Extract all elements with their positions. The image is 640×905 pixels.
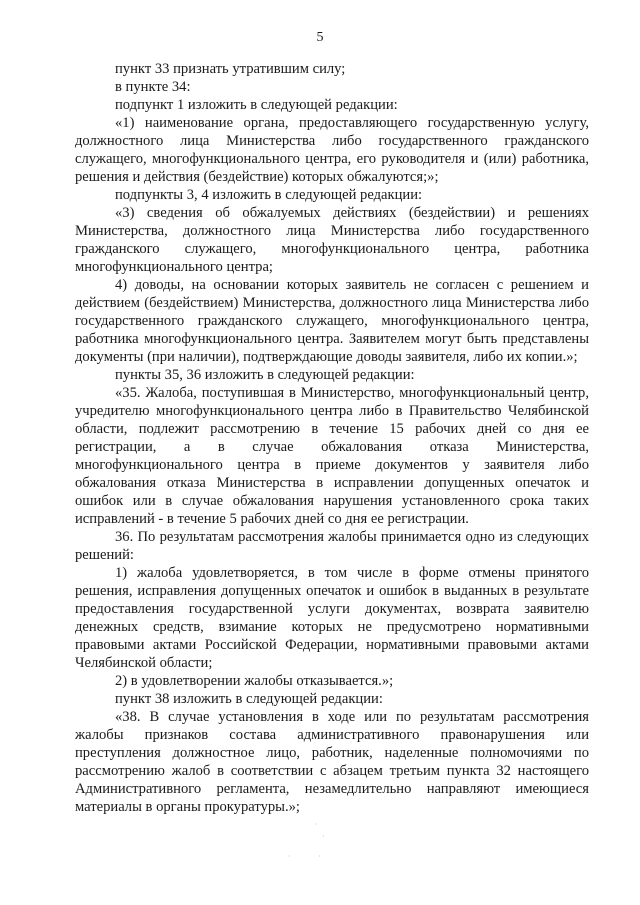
paragraph: «38. В случае установления в ходе или по результатам рассмотрения жалобы признаков состава административного правонарушения или преступления должностное лицо, работник, наделенные полномочиями по рассмотрению жалоб в соответствии с абзацем третьим пункта 32 настоящего Административного регламента, незамедлительно направляют имеющиеся материалы в органы прокуратуры.»;: [75, 709, 589, 815]
paragraph: 4) доводы, на основании которых заявитель не согласен с решением и действием (бездействием) Министерства, должностного лица Министерства либо государственного гражданского служащего, многофункционального центра, работника многофункционального центра. Заявителем могут быть представлены документы (при наличии), подтверждающие доводы заявителя, либо их копии.»;: [75, 277, 589, 365]
paragraph: пункт 33 признать утратившим силу;: [115, 61, 346, 77]
paragraph: «1) наименование органа, предоставляющего государственную услугу, должностного лица Министерства либо государственного гражданского служащего, многофункционального центра, его руководителя и (или) работника, решения и действия (бездействие) которых обжалуются;»;: [75, 115, 589, 185]
paragraph: пункты 35, 36 изложить в следующей редакции:: [115, 367, 415, 383]
paragraph: пункт 38 изложить в следующей редакции:: [115, 691, 383, 707]
paragraph: 1) жалоба удовлетворяется, в том числе в форме отмены принятого решения, исправления допущенных опечаток и ошибок в выданных в результате предоставления государственной услуги документах, возврата заявителю денежных средств, взимание которых не предусмотрено нормативными правовыми актами Российской Федерации, нормативными правовыми актами Челябинской области;: [75, 565, 589, 671]
scan-speck: ·: [315, 820, 318, 829]
paragraph: подпункты 3, 4 изложить в следующей редакции:: [115, 187, 423, 203]
paragraph: 36. По результатам рассмотрения жалобы принимается одно из следующих решений:: [75, 529, 589, 563]
paragraph: подпункт 1 изложить в следующей редакции:: [115, 97, 398, 113]
paragraph: «35. Жалоба, поступившая в Министерство, многофункциональный центр, учредителю многофункционального центра либо в Правительство Челябинской области, подлежит рассмотрению в течение 15 рабочих дней со дня ее регистрации, а в случае обжалования отказа Министерства, многофункционального центра в приеме документов у заявителя либо обжалования отказа Министерства в исправлении допущенных опечаток и ошибок или в случае обжалования нарушения установленного срока таких исправлений - в течение 5 рабочих дней со дня ее регистрации.: [75, 385, 589, 527]
paragraph: в пункте 34:: [115, 79, 191, 95]
paragraph: «3) сведения об обжалуемых действиях (бездействии) и решениях Министерства, должностного лица Министерства либо государственного гражданского служащего, многофункционального центра, работника многофункционального центра;: [75, 205, 589, 275]
scan-speck: ·: [288, 852, 291, 861]
paragraph: 2) в удовлетворении жалобы отказывается.»;: [115, 673, 394, 689]
scan-speck: ·: [318, 852, 321, 861]
scan-speck: ·: [322, 832, 325, 841]
page-number: 5: [316, 30, 324, 45]
document-body: [75, 60, 589, 816]
